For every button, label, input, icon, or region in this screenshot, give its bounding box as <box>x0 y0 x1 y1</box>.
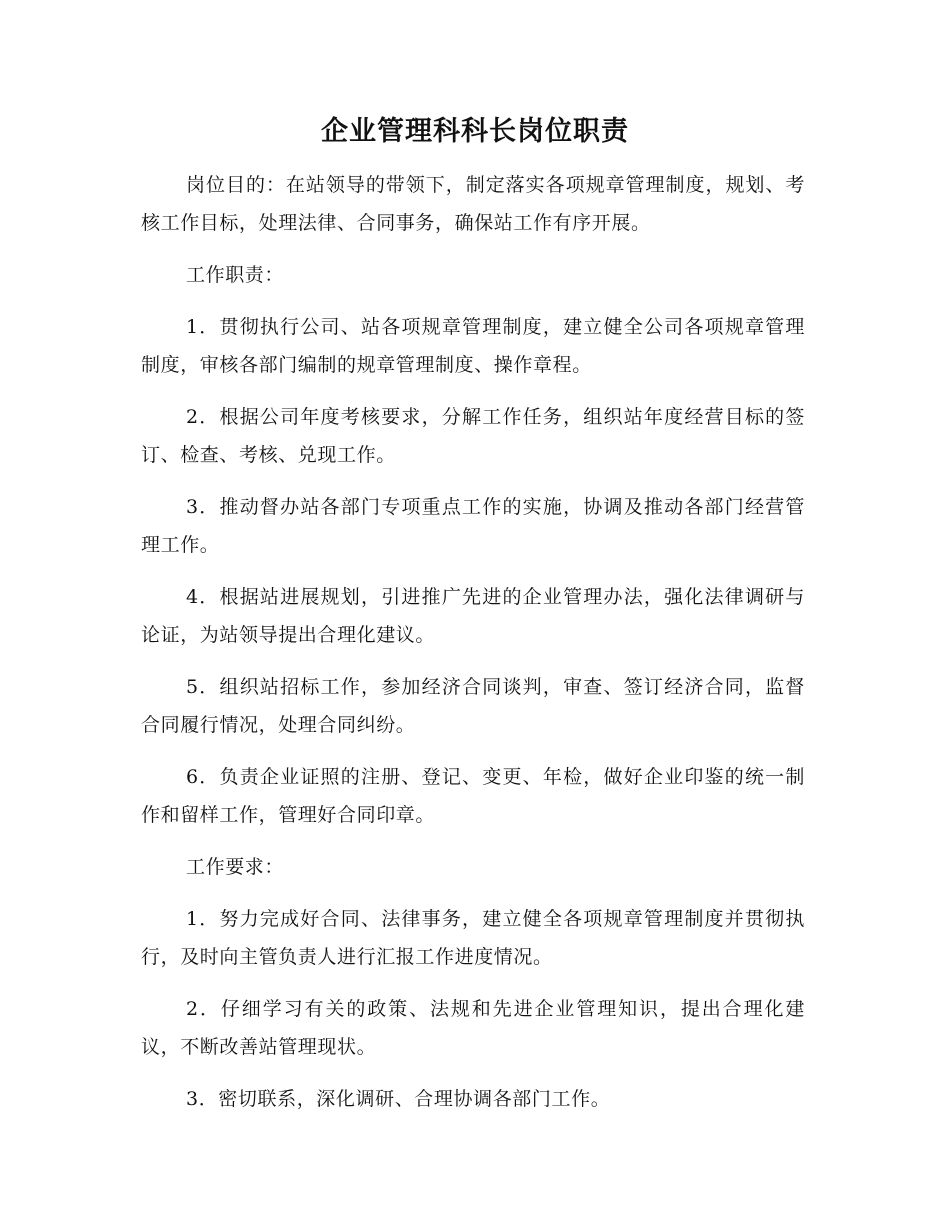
document-body <box>141 166 805 1132</box>
requirement-item-2: 2．仔细学习有关的政策、法规和先进企业管理知识，提出合理化建议，不断改善站管理现状。 <box>141 998 805 1058</box>
duty-item-2: 2．根据公司年度考核要求，分解工作任务，组织站年度经营目标的签订、检查、考核、兑现工作。 <box>141 406 805 466</box>
duty-item-4: 4．根据站进展规划，引进推广先进的企业管理办法，强化法律调研与论证，为站领导提出合理化建议。 <box>141 586 805 646</box>
requirements-heading: 工作要求： <box>186 856 285 878</box>
requirement-item-3: 3．密切联系，深化调研、合理协调各部门工作。 <box>186 1088 611 1110</box>
duty-item-6: 6．负责企业证照的注册、登记、变更、年检，做好企业印鉴的统一制作和留样工作，管理好合同印章。 <box>141 766 805 826</box>
duty-item-5: 5．组织站招标工作，参加经济合同谈判，审查、签订经济合同，监督合同履行情况，处理合同纠纷。 <box>141 676 805 736</box>
purpose-paragraph: 岗位目的：在站领导的带领下，制定落实各项规章管理制度，规划、考核工作目标，处理法律、合同事务，确保站工作有序开展。 <box>141 174 805 234</box>
requirement-item-1: 1．努力完成好合同、法律事务，建立健全各项规章管理制度并贯彻执行，及时向主管负责人进行汇报工作进度情况。 <box>141 908 805 968</box>
duty-item-1: 1．贯彻执行公司、站各项规章管理制度，建立健全公司各项规章管理制度，审核各部门编制的规章管理制度、操作章程。 <box>141 316 805 376</box>
document-title: 企业管理科科长岗位职责 <box>321 116 629 147</box>
duty-item-3: 3．推动督办站各部门专项重点工作的实施，协调及推动各部门经营管理工作。 <box>141 496 805 556</box>
duties-heading: 工作职责： <box>186 264 285 286</box>
